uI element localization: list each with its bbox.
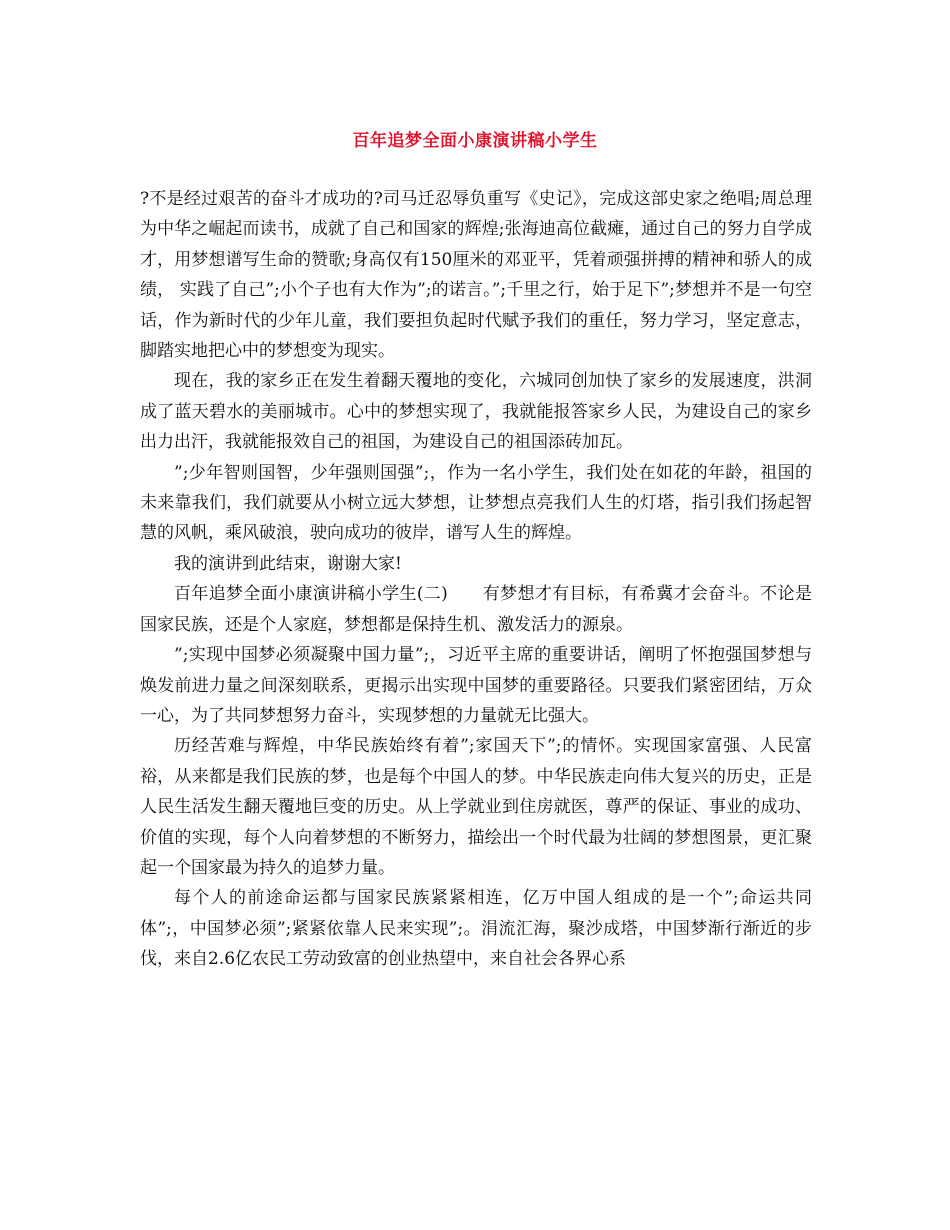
paragraph: ”;实现中国梦必须凝聚中国力量”;，习近平主席的重要讲话，阐明了怀抱强国梦想与焕发前进力量之间深刻联系，更揭示出实现中国梦的重要路径。只要我们紧密团结，万众一心，为了共同梦想努力奋斗，实现梦想的力量就无比强大。 (140, 645, 812, 726)
paragraph: ?不是经过艰苦的奋斗才成功的?司马迁忍辱负重写《史记》，完成这部史家之绝唱;周总理为中华之崛起而读书，成就了自己和国家的辉煌;张海迪高位截瘫，通过自己的努力自学成才，用梦想谱写生命的赞歌;身高仅有150厘米的邓亚平，凭着顽强拼搏的精神和骄人的成绩， 实践了自己”;小个子也有大作为”;的诺言。”;千里之行，始于足下”;梦想并不是一句空话，作为新时代的少年儿童，我们要担负起时代赋予我们的重任，努力学习，坚定意志，脚踏实地把心中的梦想变为现实。 (140, 189, 812, 362)
paragraph: 历经苦难与辉煌，中华民族始终有着”;家国天下”;的情怀。实现国家富强、人民富裕，从来都是我们民族的梦，也是每个中国人的梦。中华民族走向伟大复兴的历史，正是人民生活发生翻天覆地巨变的历史。从上学就业到住房就医，尊严的保证、事业的成功、价值的实现，每个人向着梦想的不断努力，描绘出一个时代最为壮阔的梦想图景，更汇聚起一个国家最为持久的追梦力量。 (140, 736, 812, 878)
document-title: 百年追梦全面小康演讲稿小学生 (352, 131, 598, 151)
paragraph: ”;少年智则国智，少年强则国强”;，作为一名小学生，我们处在如花的年龄，祖国的未来靠我们，我们就要从小树立远大梦想，让梦想点亮我们人生的灯塔，指引我们扬起智慧的风帆，乘风破浪，驶向成功的彼岸，谱写人生的辉煌。 (140, 462, 812, 544)
document-body (140, 184, 812, 975)
paragraph: 每个人的前途命运都与国家民族紧紧相连，亿万中国人组成的是一个”;命运共同体”;，中国梦必须”;紧紧依靠人民来实现”;。涓流汇海，聚沙成塔，中国梦渐行渐近的步伐，来自2.6亿农民工劳动致富的创业热望中，来自社会各界心系 (140, 888, 812, 970)
paragraph: 现在，我的家乡正在发生着翻天覆地的变化，六城同创加快了家乡的发展速度，洪洞成了蓝天碧水的美丽城市。心中的梦想实现了，我就能报答家乡人民，为建设自己的家乡出力出汗，我就能报效自己的祖国，为建设自己的祖国添砖加瓦。 (140, 371, 812, 453)
paragraph: 我的演讲到此结束，谢谢大家! (174, 553, 402, 574)
paragraph: 百年追梦全面小康演讲稿小学生(二) 有梦想才有目标，有希冀才会奋斗。不论是国家民族，还是个人家庭，梦想都是保持生机、激发活力的源泉。 (140, 584, 812, 635)
